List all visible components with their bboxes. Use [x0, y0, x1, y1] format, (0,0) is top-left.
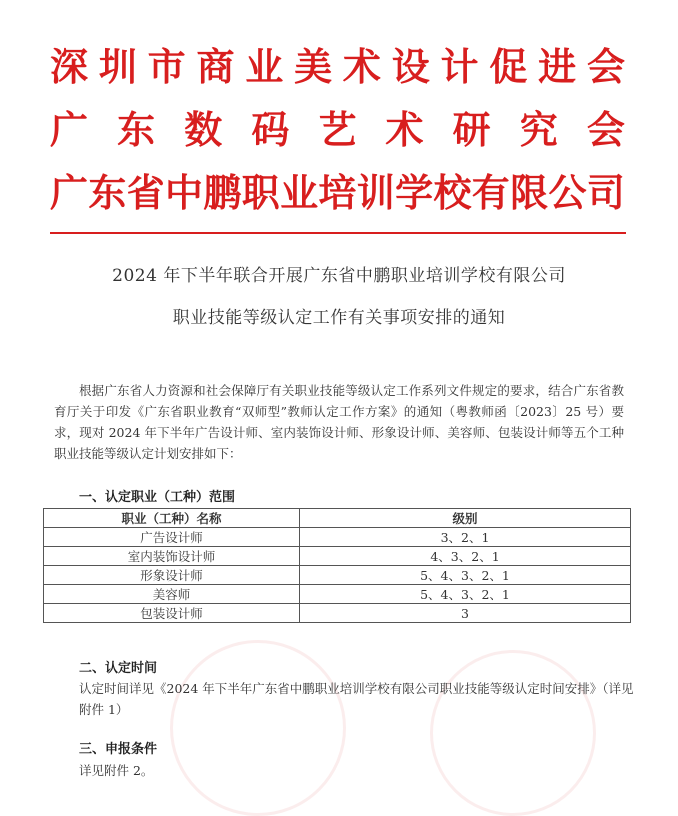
table-row — [44, 566, 631, 585]
table-row — [44, 604, 631, 623]
occupation-name: 美容师 — [44, 585, 300, 604]
occupation-levels: 5、4、3、2、1 — [300, 566, 631, 585]
occupation-table — [43, 508, 631, 623]
issuer-char: 艺 — [318, 108, 357, 152]
issuer-char: 东 — [88, 171, 127, 215]
table-row — [44, 585, 631, 604]
issuer-char: 码 — [251, 108, 290, 152]
faint-seal-watermark — [430, 650, 596, 816]
issuer-char: 术 — [385, 108, 424, 152]
issuer-char: 业 — [280, 171, 319, 215]
issuer-char: 学 — [395, 171, 434, 215]
issuer-char: 促 — [489, 45, 528, 89]
issuer-char: 职 — [241, 171, 280, 215]
issuer-char: 中 — [165, 171, 204, 215]
issuer-line-3 — [50, 170, 625, 216]
issuer-char: 术 — [342, 45, 381, 89]
issuer-line-2 — [50, 107, 625, 153]
issuer-char: 有 — [471, 171, 510, 215]
occupation-name: 包装设计师 — [44, 604, 300, 623]
issuer-char: 研 — [452, 108, 491, 152]
issuer-char: 数 — [184, 108, 223, 152]
issuer-char: 会 — [586, 108, 625, 152]
issuer-char: 省 — [126, 171, 165, 215]
table-header-row — [44, 509, 631, 528]
table-row — [44, 528, 631, 547]
issuer-char: 究 — [519, 108, 558, 152]
issuer-char: 美 — [294, 45, 333, 89]
issuer-char: 司 — [586, 171, 625, 215]
table-row — [44, 547, 631, 566]
issuer-char: 校 — [433, 171, 472, 215]
issuer-char: 圳 — [98, 45, 137, 89]
col-header-name: 职业（工种）名称 — [44, 509, 300, 528]
occupation-name: 形象设计师 — [44, 566, 300, 585]
issuer-char: 设 — [391, 45, 430, 89]
issuer-char: 东 — [117, 108, 156, 152]
issuer-char: 广 — [50, 171, 89, 215]
issuer-char: 商 — [196, 45, 235, 89]
section-3-body: 详见附件 2。 — [79, 763, 154, 778]
issuer-char: 业 — [245, 45, 284, 89]
notice-title-line-2: 职业技能等级认定工作有关事项安排的通知 — [172, 308, 506, 328]
issuer-char: 鹏 — [203, 171, 242, 215]
issuer-char: 培 — [318, 171, 357, 215]
section-3-heading: 三、申报条件 — [79, 742, 158, 757]
issuer-char: 训 — [356, 171, 395, 215]
occupation-levels: 5、4、3、2、1 — [300, 585, 631, 604]
issuer-line-1 — [50, 44, 625, 90]
issuer-char: 广 — [50, 108, 89, 152]
faint-seal-watermark — [170, 640, 346, 816]
issuer-char: 深 — [50, 45, 89, 89]
issuer-char: 公 — [548, 171, 587, 215]
occupation-name: 室内装饰设计师 — [44, 547, 300, 566]
occupation-levels: 3、2、1 — [300, 528, 631, 547]
issuer-char: 进 — [538, 45, 577, 89]
section-1-heading: 一、认定职业（工种）范围 — [79, 490, 236, 505]
occupation-levels: 4、3、2、1 — [300, 547, 631, 566]
col-header-level: 级别 — [300, 509, 631, 528]
occupation-levels: 3 — [300, 604, 631, 623]
issuer-char: 计 — [440, 45, 479, 89]
notice-title-line-1: 2024 年下半年联合开展广东省中鹏职业培训学校有限公司 — [112, 266, 566, 286]
issuer-char: 市 — [147, 45, 186, 89]
issuer-char: 限 — [510, 171, 549, 215]
section-2-heading: 二、认定时间 — [79, 661, 158, 676]
issuer-char: 会 — [586, 45, 625, 89]
header-divider — [50, 232, 626, 234]
occupation-name: 广告设计师 — [44, 528, 300, 547]
section-2-body: 认定时间详见《2024 年下半年广东省中鹏职业培训学校有限公司职业技能等级认定时间安排》（详见附件 1） — [79, 681, 634, 717]
intro-paragraph: 根据广东省人力资源和社会保障厅有关职业技能等级认定工作系列文件规定的要求，结合广东省教育厅关于印发《广东省职业教育“双师型”教师认定工作方案》的通知（粤教师函〔2023〕25 号）要求，现对 2024 年下半年广告设计师、室内装饰设计师、形象设计师、美容师、包装设计师等五个工种职业技能等级认定计划安排如下： — [54, 383, 624, 461]
